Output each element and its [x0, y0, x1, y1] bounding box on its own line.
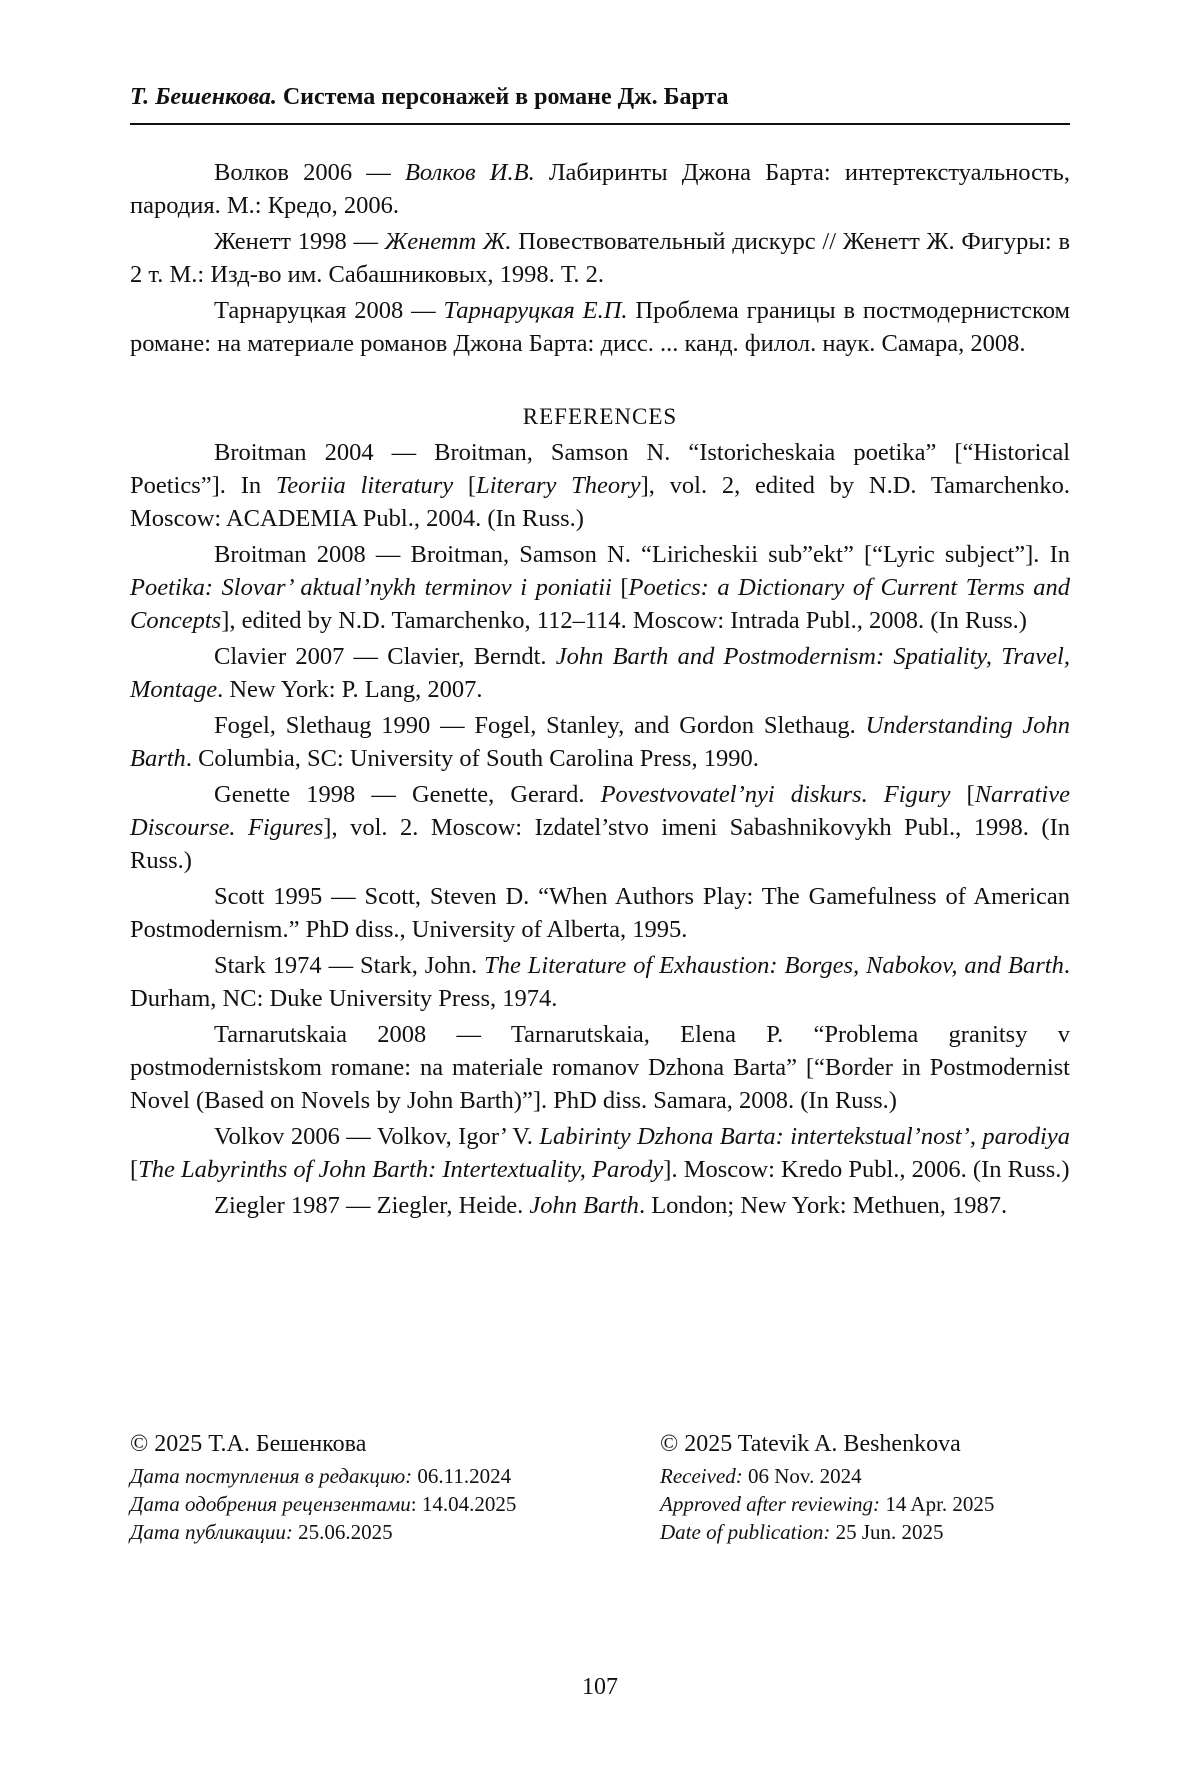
published-date-ru: Дата публикации: 25.06.2025	[130, 1520, 393, 1544]
ref-volkov-2006: Volkov 2006 — Volkov, Igor’ V. Labirinty Dzhona Barta: intertekstual’nost’, parodiya [The Labyrinths of John Barth: Intertextuality, Parody]. Moscow: Kredo Publ., 2006. (In Russ.)	[130, 1123, 1070, 1183]
copyright-ru: © 2025 Т.А. Бешенкова	[130, 1431, 367, 1457]
ref-fogel-slethaug-1990: Fogel, Slethaug 1990 — Fogel, Stanley, and Gordon Slethaug. Understanding John Barth. Columbia, SC: University of South Carolina Press, 1990.	[130, 712, 1071, 772]
references-heading: REFERENCES	[522, 404, 678, 429]
page-number: 107	[582, 1674, 618, 1700]
ru-ref-tarnarutskaia: Тарнаруцкая 2008 — Тарнаруцкая Е.П. Проблема границы в постмодернистском романе: на материале романов Джона Барта: дисс. ... канд. филол. наук. Самара, 2008.	[130, 297, 1071, 357]
approved-date-en: Approved after reviewing: 14 Apr. 2025	[660, 1492, 995, 1516]
ru-ref-volkov: Волков 2006 — Волков И.В. Лабиринты Джона Барта: интертекстуальность, пародия. М.: Кредо, 2006.	[130, 159, 1070, 219]
dates-english	[660, 1428, 1070, 1546]
ref-stark-1974: Stark 1974 — Stark, John. The Literature of Exhaustion: Borges, Nabokov, and Barth. Durham, NC: Duke University Press, 1974.	[130, 952, 1070, 1012]
running-head	[130, 84, 1070, 125]
running-head-title: Система персонажей в романе Дж. Барта	[282, 84, 729, 110]
journal-page	[130, 0, 1070, 1780]
published-date-en: Date of publication: 25 Jun. 2025	[660, 1520, 944, 1544]
ref-broitman-2008: Broitman 2008 — Broitman, Samson N. “Liricheskii sub”ekt” [“Lyric subject”]. In Poetika: Slovar’ aktual’nykh terminov i poniatii [Poetics: a Dictionary of Current Terms and Concepts], edited by N.D. Tamarchenko, 112–114. Moscow: Intrada Publ., 2008. (In Russ.)	[130, 541, 1071, 634]
received-date-ru: Дата поступления в редакцию: 06.11.2024	[130, 1464, 512, 1488]
copyright-en: © 2025 Tatevik A. Beshenkova	[660, 1431, 961, 1457]
ref-scott-1995: Scott 1995 — Scott, Steven D. “When Authors Play: The Gamefulness of American Postmodernism.” PhD diss., University of Alberta, 1995.	[130, 883, 1070, 943]
running-head-author: Т. Бешенкова.	[130, 84, 277, 110]
received-date-en: Received: 06 Nov. 2024	[660, 1464, 862, 1488]
ref-genette-1998: Genette 1998 — Genette, Gerard. Povestvovatel’nyi diskurs. Figury [Narrative Discourse. Figures], vol. 2. Moscow: Izdatel’stvo imeni Sabashnikovykh Publ., 1998. (In Russ.)	[130, 781, 1070, 874]
article-dates	[130, 1428, 1070, 1546]
ref-tarnarutskaia-2008: Tarnarutskaia 2008 — Tarnarutskaia, Elena P. “Problema granitsy v postmodernistskom romane: na materiale romanov Dzhona Barta” [“Border in Postmodernist Novel (Based on Novels by John Barth)”]. PhD diss. Samara, 2008. (In Russ.)	[130, 1021, 1070, 1114]
ref-ziegler-1987: Ziegler 1987 — Ziegler, Heide. John Barth. London; New York: Methuen, 1987.	[214, 1192, 1008, 1219]
ref-broitman-2004: Broitman 2004 — Broitman, Samson N. “Istoricheskaia poetika” [“Historical Poetics”]. In Teoriia literatury [Literary Theory], vol. 2, edited by N.D. Tamarchenko. Moscow: ACADEMIA Publ., 2004. (In Russ.)	[130, 439, 1070, 532]
bibliography	[130, 156, 1070, 1225]
dates-russian	[130, 1428, 600, 1546]
ref-clavier-2007: Clavier 2007 — Clavier, Berndt. John Barth and Postmodernism: Spatiality, Travel, Montage. New York: P. Lang, 2007.	[130, 643, 1070, 703]
approved-date-ru: Дата одобрения рецензентами: 14.04.2025	[130, 1492, 517, 1516]
ru-ref-genette: Женетт 1998 — Женетт Ж. Повествовательный дискурс // Женетт Ж. Фигуры: в 2 т. М.: Изд-во им. Сабашниковых, 1998. Т. 2.	[130, 228, 1071, 288]
